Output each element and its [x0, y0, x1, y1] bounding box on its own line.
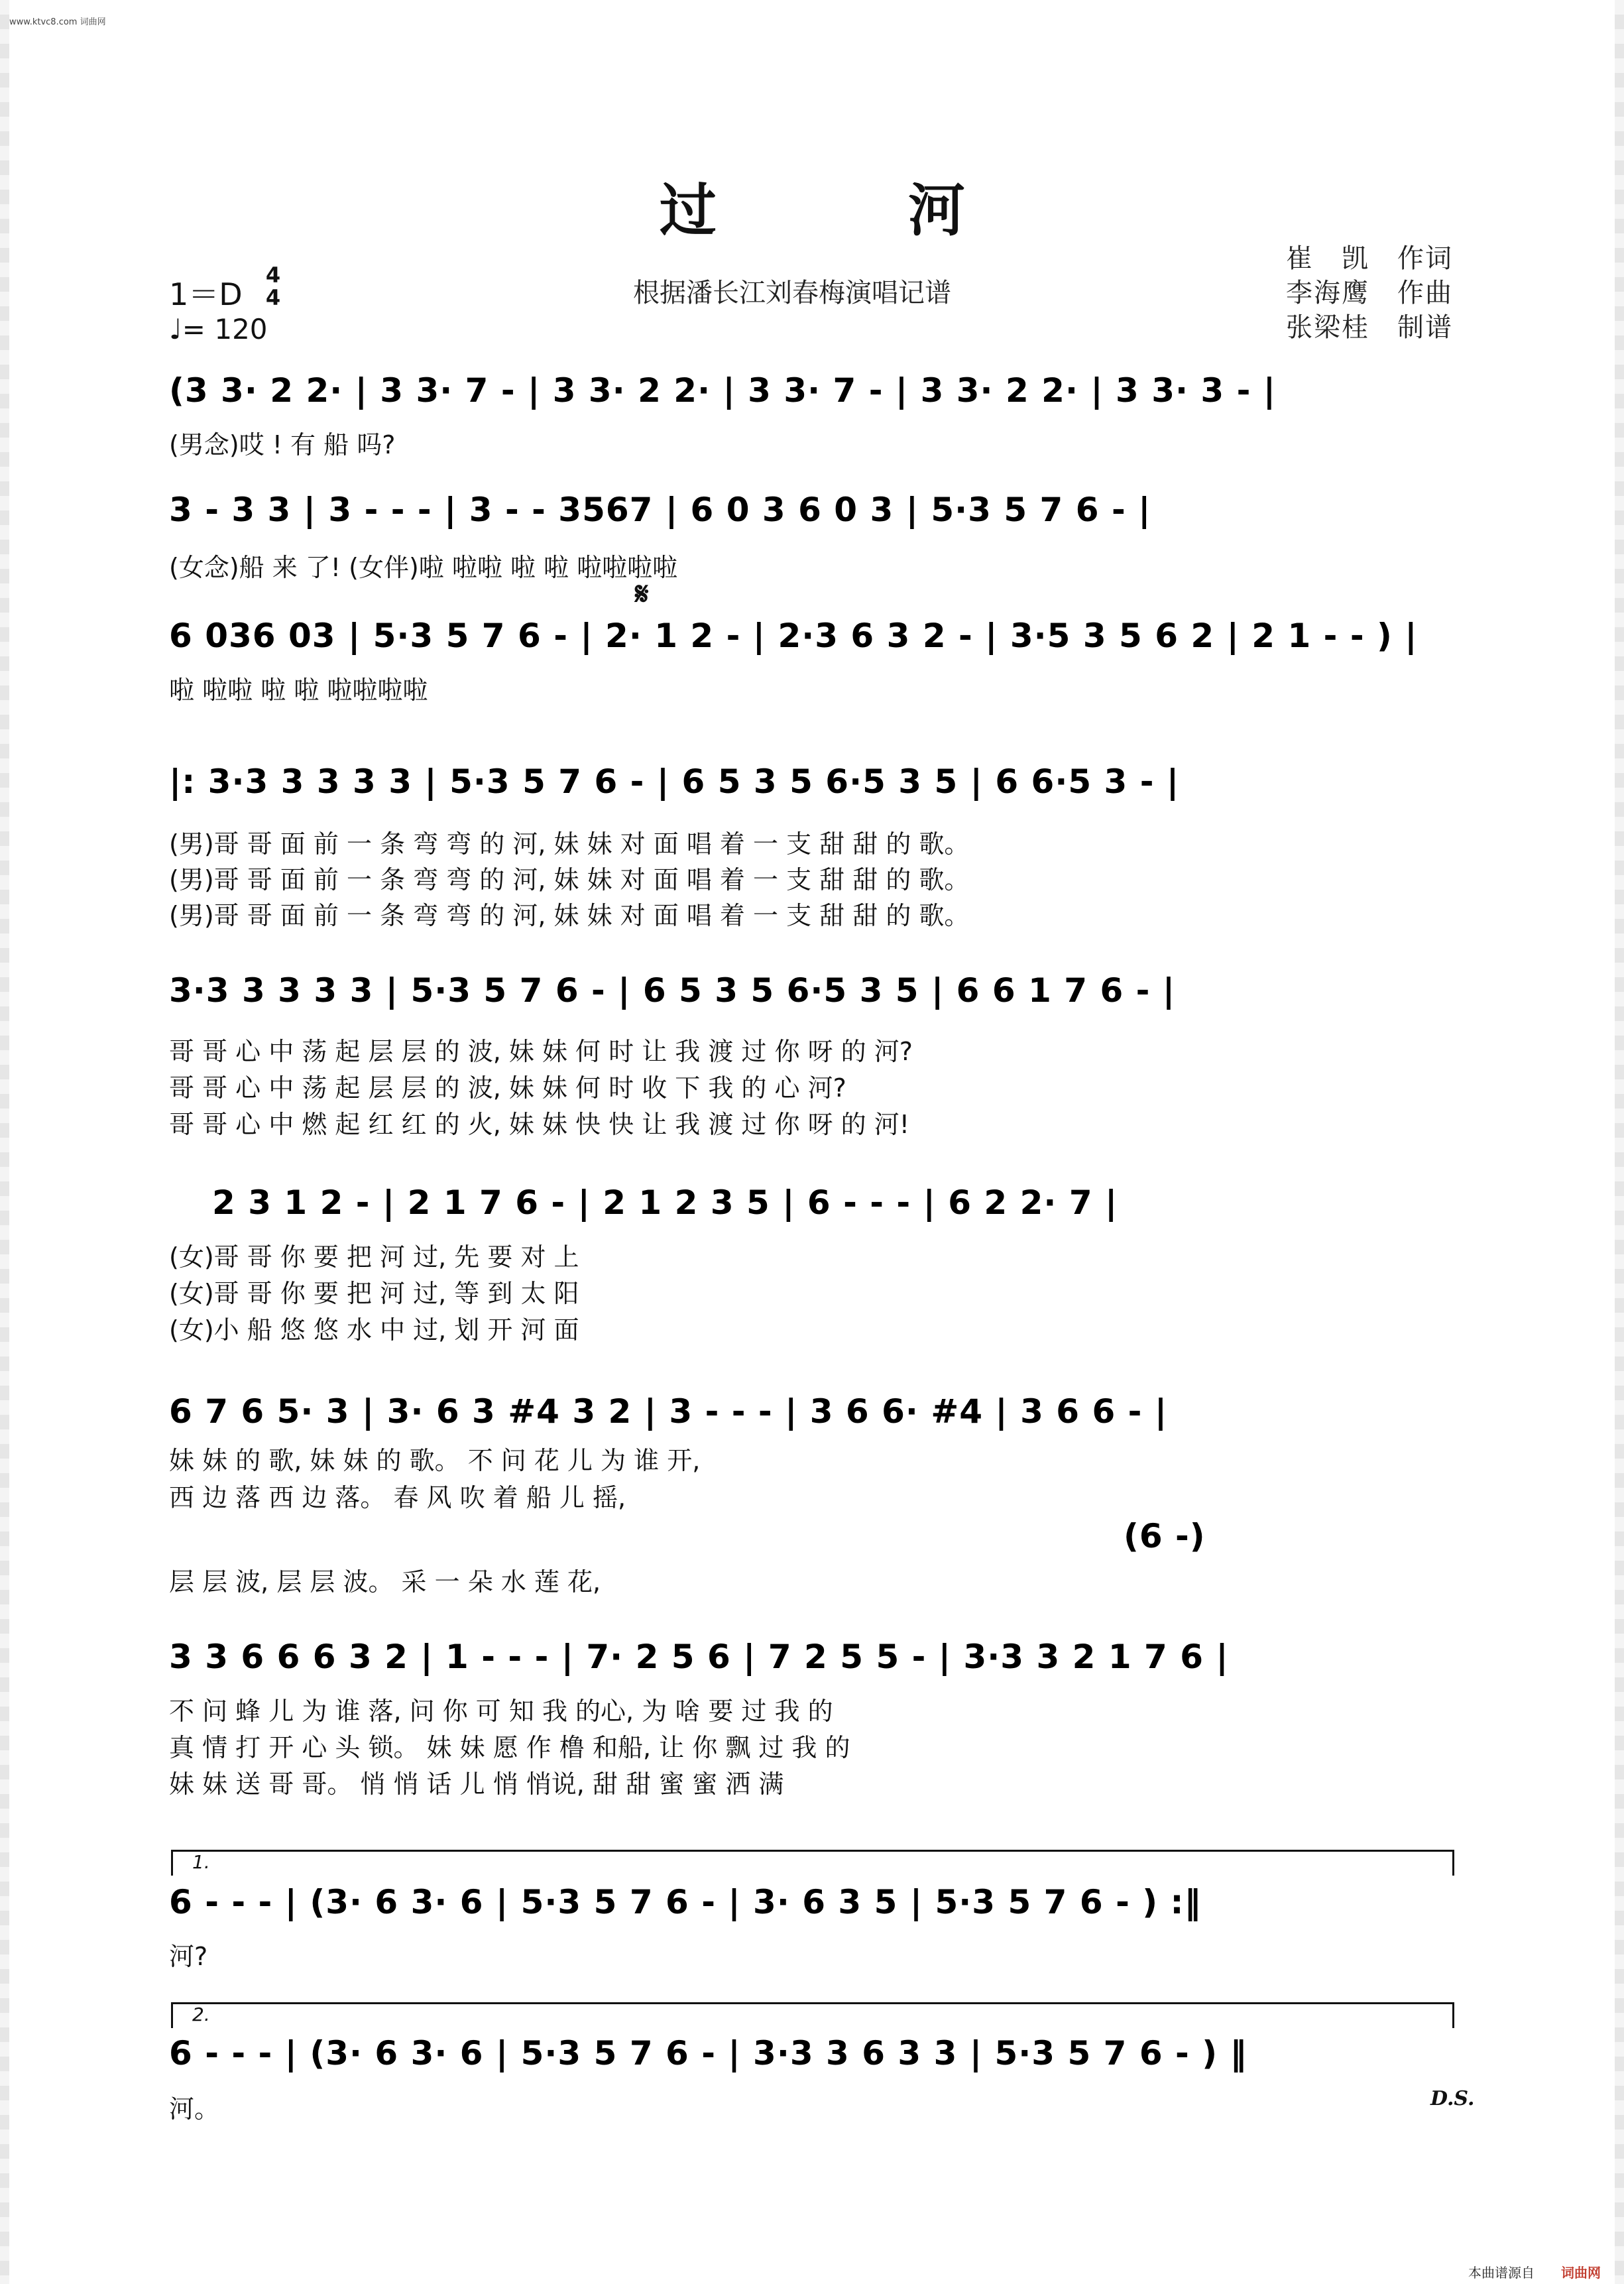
site-watermark: www.ktvc8.com 词曲网 — [9, 17, 106, 27]
lyric-row-1a: (男念)哎 ! 有 船 吗? — [169, 430, 396, 459]
footer-site-logo[interactable]: 词曲网 — [1561, 2265, 1601, 2281]
lyric-row-5b: 哥 哥 心 中 荡 起 层 层 的 波, 妹 妹 何 时 收 下 我 的 心 河? — [169, 1073, 846, 1103]
notation-row-7: 6 7 6 5· 3 | 3· 6 3 #4 3 2 | 3 - - - | 3 6 6· #4 | 3 6 6 - | — [169, 1392, 1168, 1431]
left-margin-strip — [0, 0, 9, 2284]
lyric-row-2a: (女念)船 来 了! (女伴)啦 啦啦 啦 啦 啦啦啦啦 — [169, 553, 678, 582]
notation-row-10: 6 - - - | (3· 6 3· 6 | 5·3 5 7 6 - | 3·3 3 6 3 3 | 5·3 5 7 6 - ) ‖ — [169, 2034, 1247, 2073]
credit-transcriber: 张梁桂 制谱 — [1286, 312, 1453, 343]
key-signature: 1＝D — [169, 276, 243, 312]
title-char-2: 河 — [908, 177, 965, 244]
lyric-row-8a: 不 问 蜂 儿 为 谁 落, 问 你 可 知 我 的心, 为 啥 要 过 我 的 — [169, 1697, 833, 1726]
lyric-row-8b: 真 情 打 开 心 头 锁。 妹 妹 愿 作 橹 和船, 让 你 飘 过 我 的 — [169, 1733, 850, 1762]
title-char-1: 过 — [660, 177, 717, 244]
credit-lyricist: 崔 凯 作词 — [1286, 243, 1453, 274]
lyric-row-6b: (女)哥 哥 你 要 把 河 过, 等 到 太 阳 — [169, 1279, 579, 1308]
subtitle: 根据潘长江刘春梅演唱记谱 — [633, 278, 951, 308]
right-margin-strip — [1615, 0, 1624, 2284]
lyric-row-5a: 哥 哥 心 中 荡 起 层 层 的 波, 妹 妹 何 时 让 我 渡 过 你 呀 的 河? — [169, 1037, 913, 1066]
footer-source: 本曲谱源自 — [1468, 2265, 1535, 2281]
lyric-row-6a: (女)哥 哥 你 要 把 河 过, 先 要 对 上 — [169, 1242, 579, 1272]
lyric-row-4b: (男)哥 哥 面 前 一 条 弯 弯 的 河, 妹 妹 对 面 唱 着 一 支 甜 甜 的 歌。 — [169, 865, 970, 894]
dal-segno-mark: D.S. — [1430, 2087, 1475, 2110]
volta-bracket-1 — [171, 1850, 1454, 1876]
meter-bottom: 4 — [265, 285, 281, 310]
credit-composer: 李海鹰 作曲 — [1286, 278, 1453, 308]
lyric-row-7c: 层 层 波, 层 层 波。 采 一 朵 水 莲 花, — [169, 1567, 601, 1596]
notation-row-5: 3·3 3 3 3 3 | 5·3 5 7 6 - | 6 5 3 5 6·5 3 5 | 6 6 1 7 6 - | — [169, 971, 1176, 1010]
notation-inset: (6 -) — [1124, 1517, 1206, 1555]
lyric-row-4c: (男)哥 哥 面 前 一 条 弯 弯 的 河, 妹 妹 对 面 唱 着 一 支 甜 甜 的 歌。 — [169, 901, 970, 930]
segno-sign: 𝄋 — [635, 575, 649, 613]
lyric-row-10a: 河。 — [169, 2094, 220, 2124]
volta-label-2: 2. — [192, 2004, 210, 2025]
lyric-row-7a: 妹 妹 的 歌, 妹 妹 的 歌。 不 问 花 儿 为 谁 开, — [169, 1446, 701, 1475]
volta-bracket-2 — [171, 2002, 1454, 2028]
notation-row-4: |: 3·3 3 3 3 3 | 5·3 5 7 6 - | 6 5 3 5 6·5 3 5 | 6 6·5 3 - | — [169, 762, 1180, 801]
time-signature — [260, 264, 286, 309]
lyric-row-5c: 哥 哥 心 中 燃 起 红 红 的 火, 妹 妹 快 快 让 我 渡 过 你 呀 的 河! — [169, 1110, 909, 1139]
notation-row-1: (3 3· 2 2· | 3 3· 7 - | 3 3· 2 2· | 3 3· 7 - | 3 3· 2 2· | 3 3· 3 - | — [169, 371, 1277, 410]
lyric-row-9a: 河? — [169, 1942, 208, 1971]
notation-row-6: 2 3 1 2 - | 2 1 7 6 - | 2 1 2 3 5 | 6 - - - | 6 2 2· 7 | — [212, 1183, 1118, 1222]
notation-row-9: 6 - - - | (3· 6 3· 6 | 5·3 5 7 6 - | 3· 6 3 5 | 5·3 5 7 6 - ) :‖ — [169, 1883, 1202, 1921]
notation-row-3: 6 036 03 | 5·3 5 7 6 - | 2· 1 2 - | 2·3 6 3 2 - | 3·5 3 5 6 2 | 2 1 - - ) | — [169, 617, 1418, 655]
tempo-mark: ♩= 120 — [169, 313, 268, 345]
notation-row-2: 3 - 3 3 | 3 - - - | 3 - - 3567 | 6 0 3 6 0 3 | 5·3 5 7 6 - | — [169, 491, 1151, 529]
lyric-row-7b: 西 边 落 西 边 落。 春 风 吹 着 船 儿 摇, — [169, 1483, 626, 1512]
notation-row-8: 3 3 6 6 6 3 2 | 1 - - - | 7· 2 5 6 | 7 2 5 5 - | 3·3 3 2 1 7 6 | — [169, 1638, 1229, 1676]
meter-top: 4 — [265, 263, 281, 288]
lyric-row-6c: (女)小 船 悠 悠 水 中 过, 划 开 河 面 — [169, 1315, 579, 1345]
lyric-row-3a: 啦 啦啦 啦 啦 啦啦啦啦 — [169, 676, 428, 705]
lyric-row-4a: (男)哥 哥 面 前 一 条 弯 弯 的 河, 妹 妹 对 面 唱 着 一 支 甜 甜 的 歌。 — [169, 829, 970, 859]
lyric-row-8c: 妹 妹 送 哥 哥。 悄 悄 话 儿 悄 悄说, 甜 甜 蜜 蜜 洒 满 — [169, 1770, 784, 1799]
volta-label-1: 1. — [192, 1851, 210, 1873]
